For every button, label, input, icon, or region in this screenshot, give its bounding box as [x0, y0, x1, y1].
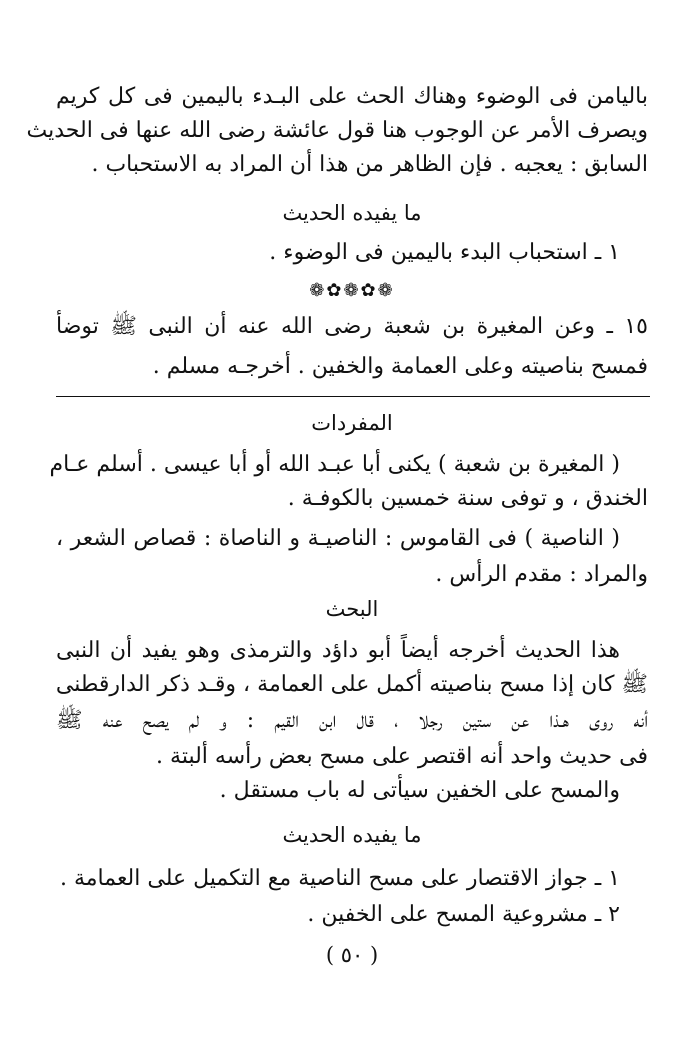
- discussion-line: أنه روى هـذا عن ستين رجلا ، قال ابن القيم : و لم يصح عنه ﷺ: [56, 708, 648, 733]
- paragraph-line: ويصرف الأمر عن الوجوب هنا قول عائشة رضى الله عنها فى الحديث: [26, 118, 648, 143]
- discussion-line: ﷺ كان إذا مسح بناصيته أكمل على العمامة ، وقـد ذكر الدارقطنى: [55, 672, 648, 697]
- benefits-heading: ما يفيده الحديث: [282, 201, 422, 225]
- hadith-separator-rule: [56, 396, 650, 397]
- vocab-line: ( الناصية ) فى القاموس : الناصيـة و الناصاة : قصاص الشعر ،: [56, 526, 620, 551]
- hadith-line: ١٥ ـ وعن المغيرة بن شعبة رضى الله عنه أن النبى ﷺ توضأ: [56, 314, 648, 339]
- vocab-line: الخندق ، و توفى سنة خمسين بالكوفـة .: [287, 486, 648, 511]
- ornament-divider: ❁✿❁✿❁: [309, 280, 395, 301]
- page-number: ( ٥٠ ): [325, 943, 379, 967]
- discussion-line: والمسح على الخفين سيأتى له باب مستقل .: [219, 778, 620, 803]
- hadith-line: فمسح بناصيته وعلى العمامة والخفين . أخرجـه مسلم .: [152, 354, 648, 379]
- discussion-line: فى حديث واحد أنه اقتصر على مسح بعض رأسه ألبتة .: [156, 744, 648, 769]
- paragraph-line: السابق : يعجبه . فإن الظاهر من هذا أن المراد به الاستحباب .: [91, 152, 648, 177]
- benefits-heading: ما يفيده الحديث: [282, 823, 422, 847]
- benefit-item: ١ ـ جواز الاقتصار على مسح الناصية مع التكميل على العمامة .: [59, 866, 620, 891]
- benefit-item: ١ ـ استحباب البدء باليمين فى الوضوء .: [269, 240, 620, 265]
- discussion-heading: البحث: [325, 597, 379, 621]
- discussion-line: هذا الحديث أخرجه أيضاً أبو داؤد والترمذى وهو يفيد أن النبى: [56, 638, 620, 663]
- vocab-line: والمراد : مقدم الرأس .: [435, 562, 648, 587]
- vocab-heading: المفردات: [311, 411, 393, 435]
- benefit-item: ٢ ـ مشروعية المسح على الخفين .: [307, 902, 620, 927]
- vocab-line: ( المغيرة بن شعبة ) يكنى أبا عبـد الله أو أبا عيسى . أسلم عـام: [49, 452, 620, 477]
- paragraph-line: باليامن فى الوضوء وهناك الحث على البـدء باليمين فى كل كريم: [56, 84, 648, 109]
